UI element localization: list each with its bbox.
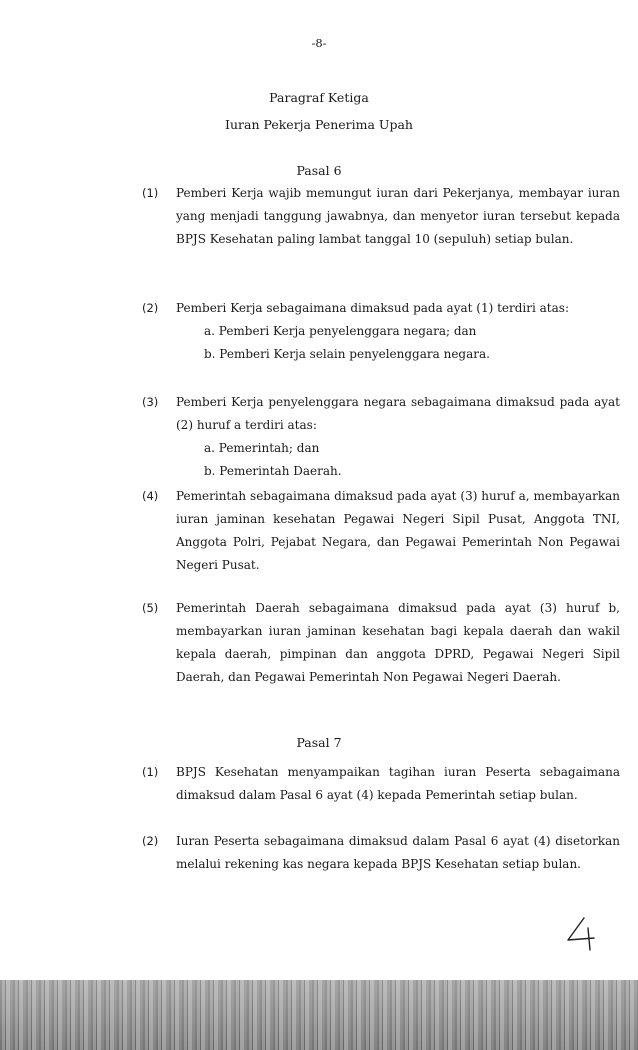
page-number: -8- <box>311 36 327 50</box>
paraf-signature-icon <box>562 914 604 954</box>
ayat-number: (2) <box>142 301 159 315</box>
scan-artifact-bar <box>0 980 638 1050</box>
list-item: b. Pemerintah Daerah. <box>204 464 342 478</box>
ayat-text: Pemberi Kerja wajib memungut iuran dari Pekerjanya, membayar iuran yang menjadi tanggung jawabnya, dan menyetor iuran tersebut kepada BPJS Kesehatan paling lambat tanggal 10 (sepuluh) setiap bulan. <box>176 186 620 246</box>
ayat-text: Pemerintah sebagaimana dimaksud pada ayat (3) huruf a, membayarkan iuran jaminan kesehatan Pegawai Negeri Sipil Pusat, Anggota TNI, Anggota Polri, Pejabat Negara, dan Pegawai Pemerintah Non Pegawai Negeri Pusat. <box>176 489 620 572</box>
paragraf-heading: Paragraf Ketiga <box>269 90 369 105</box>
pasal-6-ayat-2 <box>142 297 620 366</box>
ayat-number: (1) <box>142 765 159 779</box>
pasal-7-ayat-2 <box>142 830 620 876</box>
section-title: Iuran Pekerja Penerima Upah <box>225 117 413 132</box>
ayat-text: BPJS Kesehatan menyampaikan tagihan iuran Peserta sebagaimana dimaksud dalam Pasal 6 ayat (4) kepada Pemerintah setiap bulan. <box>176 765 620 802</box>
pasal-7-title: Pasal 7 <box>296 735 342 750</box>
ayat-number: (3) <box>142 395 159 409</box>
list-item: a. Pemerintah; dan <box>204 441 320 455</box>
ayat-number: (1) <box>142 186 159 200</box>
pasal-7-ayat-1 <box>142 761 620 807</box>
ayat-number: (2) <box>142 834 159 848</box>
pasal-6-ayat-1 <box>142 182 620 251</box>
pasal-6-ayat-3 <box>142 391 620 483</box>
ayat-text: Pemerintah Daerah sebagaimana dimaksud pada ayat (3) huruf b, membayarkan iuran jaminan kesehatan bagi kepala daerah dan wakil kepala daerah, pimpinan dan anggota DPRD, Pegawai Negeri Sipil Daerah, dan Pegawai Pemerintah Non Pegawai Negeri Daerah. <box>176 601 620 684</box>
pasal-6-title: Pasal 6 <box>296 163 342 178</box>
pasal-6-ayat-5 <box>142 597 620 689</box>
ayat-text: Pemberi Kerja penyelenggara negara sebagaimana dimaksud pada ayat (2) huruf a terdiri atas: <box>176 395 620 432</box>
list-item: a. Pemberi Kerja penyelenggara negara; dan <box>204 324 477 338</box>
pasal-6-ayat-4 <box>142 485 620 577</box>
ayat-number: (5) <box>142 601 159 615</box>
ayat-text: Iuran Peserta sebagaimana dimaksud dalam Pasal 6 ayat (4) disetorkan melalui rekening kas negara kepada BPJS Kesehatan setiap bulan. <box>176 834 620 871</box>
ayat-text: Pemberi Kerja sebagaimana dimaksud pada ayat (1) terdiri atas: <box>176 301 569 315</box>
ayat-number: (4) <box>142 489 159 503</box>
list-item: b. Pemberi Kerja selain penyelenggara negara. <box>204 347 490 361</box>
